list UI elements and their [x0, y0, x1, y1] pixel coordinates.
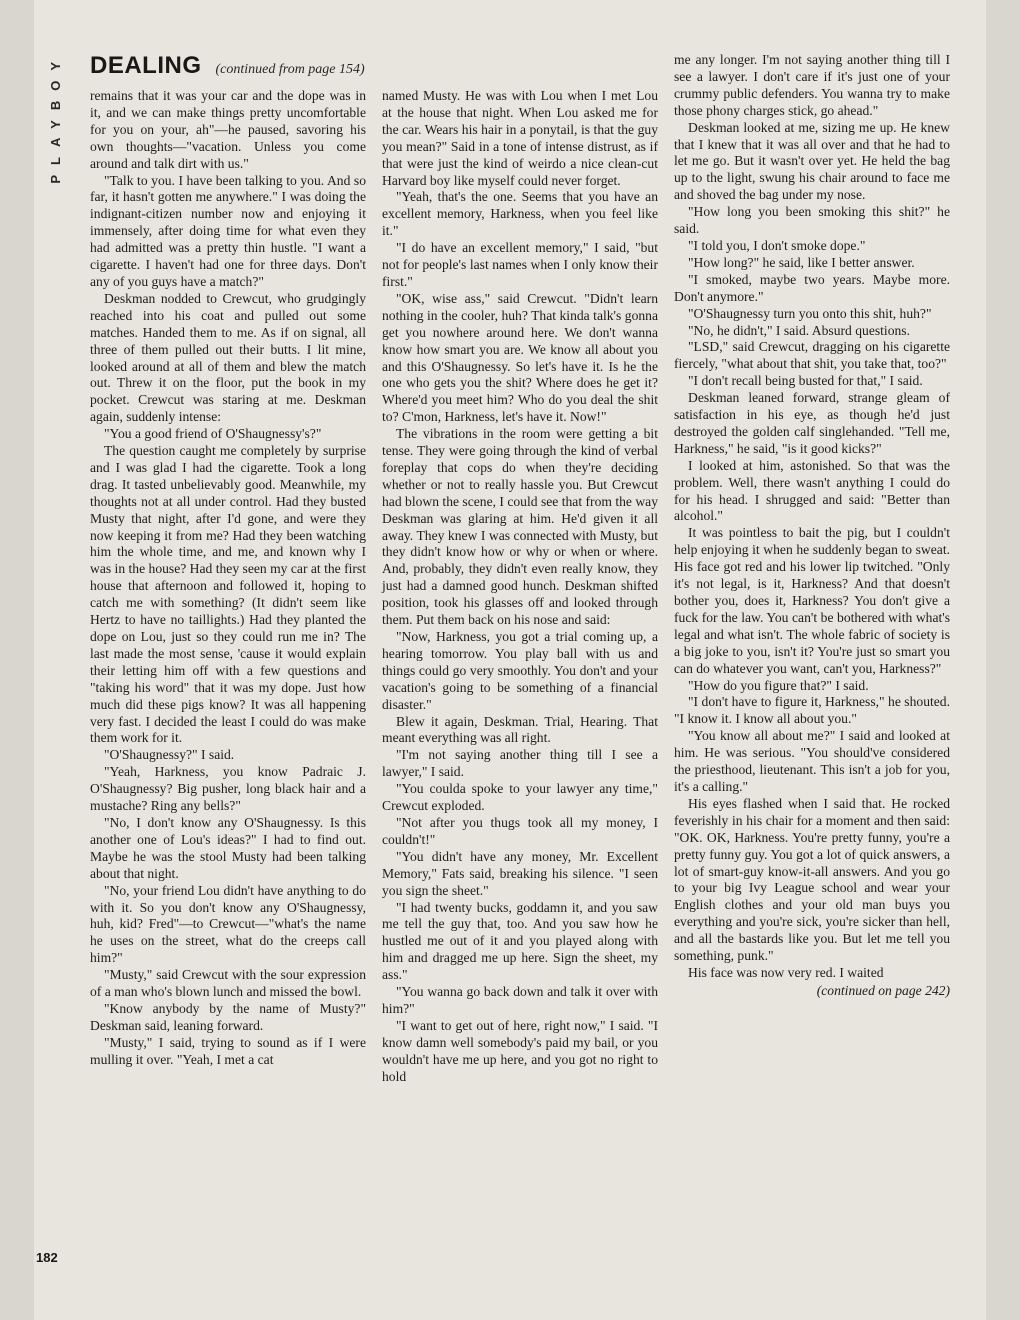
paragraph: It was pointless to bait the pig, but I couldn't help enjoying it when he suddenly began to sweat. His face got red and his lower lip twitched. "Only it's not legal, is it, Harkness? And that doesn't bother you, does it, Harkness? You don't give a fuck for the law. You can't be bothered with what's legal and what isn't. The whole fabric of society is a big joke to you, isn't it? You're just so smart you can do whatever you want, can't you, Harkness?": [674, 525, 950, 676]
paragraph: "Talk to you. I have been talking to you. And so far, it hasn't gotten me anywhere." I was doing the indignant-citizen number now and enjoying it immensely, after doing time for what even they had admitted was a pretty thin hustle. "I want a cigarette. I haven't had one for three days. Don't any of you guys have a match?": [90, 172, 366, 289]
paragraph: "OK, wise ass," said Crewcut. "Didn't learn nothing in the cooler, huh? That kinda talk's gonna get you nowhere around here. We don't wanna know how smart you are. We know all about you and this O'Shaugnessy. So let's have it. Is he the one who gets you the shit? Where does he get it? Where'd you meet him? Who do you deal the shit to? C'mon, Harkness, let's have it. Now!": [382, 290, 658, 425]
continued-from-note: (continued from page 154): [215, 62, 365, 77]
paragraph: "No, I don't know any O'Shaugnessy. Is this another one of Lou's ideas?" I had to find out. Maybe he was the stool Musty had been talking about that night.: [90, 814, 366, 881]
paragraph: Deskman looked at me, sizing me up. He knew that I knew that it was all over and that he had to let me go. But it wasn't over yet. He held the bag up to the light, swung his chair around to face me and shoved the bag under my nose.: [674, 119, 950, 203]
paragraph: "No, your friend Lou didn't have anything to do with it. So you don't know any O'Shaugnessy, huh, kid? Fred"—to Crewcut—"what's the name he uses on the street, what do the creeps call him?": [90, 882, 366, 966]
paragraph: "I don't recall being busted for that," I said.: [688, 373, 923, 389]
paragraph: "O'Shaugnessy?" I said.: [104, 747, 235, 763]
paragraph: His eyes flashed when I said that. He rocked feverishly in his chair for a moment and then said: "OK. OK, Harkness. You're pretty funny, you're a pretty funny guy. You got a lot of quick answers, a lot of smart-guy know-it-all answers. And you go to your big Ivy League school and wear your English clothes and your old man buys you everything and you're sick, you're sicker than hell, and all the bastards like you. But let me tell you something, punk.": [674, 795, 950, 964]
paragraph: "Yeah, that's the one. Seems that you have an excellent memory, Harkness, when you feel like it.": [382, 189, 658, 239]
paragraph: Blew it again, Deskman. Trial, Hearing. That meant everything was all right.: [382, 713, 658, 746]
paragraph: "No, he didn't," I said. Absurd questions.: [688, 322, 910, 338]
paragraph: "Now, Harkness, you got a trial coming up, a hearing tomorrow. You play ball with us and things could go very smoothly. You don't and your vacation's going to be something of a financial disaster.": [382, 629, 658, 712]
paragraph: "LSD," said Crewcut, dragging on his cigarette fiercely, "what about that shit, you take that, too?": [674, 339, 950, 372]
paragraph: "I had twenty bucks, goddamn it, and you saw me tell the guy that, too. And you saw how he hustled me out of it and you played along with him and dragged me up here. Sign the sheet, my ass.": [382, 899, 658, 983]
page-number: 182: [36, 1250, 58, 1265]
paragraph: "Not after you thugs took all my money, I couldn't!": [382, 814, 658, 847]
text-column-1: [90, 88, 366, 1069]
paragraph: I looked at him, astonished. So that was the problem. Well, there wasn't anything I could do for his head. I shrugged and said: "Better than alcohol.": [674, 457, 950, 524]
paragraph: "I'm not saying another thing till I see a lawyer," I said.: [382, 747, 658, 780]
paragraph: "I want to get out of here, right now," I said. "I know damn well somebody's paid my bail, or you wouldn't have me up here, and you got no right to hold: [382, 1017, 658, 1084]
continued-on-note: (continued on page 242): [816, 982, 950, 998]
paragraph: "Musty," I said, trying to sound as if I were mulling it over. "Yeah, I met a cat: [90, 1034, 366, 1067]
paragraph: "How long you been smoking this shit?" he said.: [674, 204, 950, 237]
paragraph: "How long?" he said, like I better answer.: [688, 254, 915, 270]
article-header: [90, 52, 365, 86]
paragraph: "I don't have to figure it, Harkness," he shouted. "I know it. I know all about you.": [674, 694, 950, 727]
paragraph: me any longer. I'm not saying another thing till I see a lawyer. I don't care if it's just one of your crummy public defenders. You wanna try to make those phony charges stick, go ahead.": [674, 52, 950, 118]
paragraph: "You wanna go back down and talk it over with him?": [382, 984, 658, 1016]
paragraph: "How do you figure that?" I said.: [688, 677, 869, 693]
paragraph: The question caught me completely by surprise and I was glad I had the cigarette. Took a long drag. It tasted unbelievably good. Meanwhile, my thoughts not at all under control. Had they busted Musty that night, after I'd gone, and were they now keeping it from me? Had they been watching him the whole time, and me, and known why I was in the house? Had they seen my car at the first house that afternoon and followed it, hoping to catch me with something? (It didn't seem like Hertz to have no taillights.) Had they planted the dope on Lou, just so they could run me in? The last made the most sense, 'cause it would explain their letting him off with a few questions and "taking his word" that it was my dope. Just how much did these pigs know? It was all happening very fast. I decided the least I could do was make them work for it.: [90, 443, 366, 746]
paragraph: "O'Shaugnessy turn you onto this shit, huh?": [688, 305, 932, 321]
paragraph: "You know all about me?" I said and looked at him. He was serious. "You should've considered the priesthood, lieutenant. This isn't a job for you, it's a calling.": [674, 728, 950, 794]
paragraph: "You didn't have any money, Mr. Excellent Memory," Fats said, breaking his silence. "I seen you sign the sheet.": [382, 848, 658, 898]
section-title: DEALING: [90, 52, 202, 79]
paragraph: Deskman nodded to Crewcut, who grudgingly reached into his coat and pulled out some matches. Handed them to me. As if on signal, all three of them pulled out their butts. I lit mine, looked around at all of them and blew the match out. Threw it on the floor, put the book in my pocket. Crewcut was staring at me. Deskman again, suddenly intense:: [90, 290, 366, 425]
paragraph: "Know anybody by the name of Musty?" Deskman said, leaning forward.: [90, 1000, 366, 1033]
text-column-3: [674, 52, 950, 1000]
paragraph: "I told you, I don't smoke dope.": [688, 237, 866, 253]
magazine-name: PLAYBOY: [48, 52, 63, 184]
paragraph: Deskman leaned forward, strange gleam of satisfaction in his eye, as though he'd just destroyed the golden calf singlehanded. "Tell me, Harkness," he said, "is it good kicks?": [674, 390, 950, 456]
paragraph: The vibrations in the room were getting a bit tense. They were going through the kind of verbal foreplay that cops do when they're deciding whether or not to really hassle you. But Crewcut had blown the scene, I could see that from the way Deskman was glaring at him. He'd given it all away. They knew I was connected with Musty, but they didn't know how or why or when or where. And, probably, they didn't even really know, they just had a damned good hunch. Deskman shifted position, took his glasses off and looked through them. Put them back on his nose and said:: [382, 426, 658, 628]
paragraph: "You coulda spoke to your lawyer any time," Crewcut exploded.: [382, 781, 658, 814]
paragraph: "I smoked, maybe two years. Maybe more. Don't anymore.": [674, 271, 950, 304]
paragraph: "I do have an excellent memory," I said, "but not for people's last names when I only know their first.": [382, 240, 658, 289]
paragraph: named Musty. He was with Lou when I met Lou at the house that night. When Lou asked me for the car. Wears his hair in a ponytail, is that the guy you mean?" Said in a tone of intense distrust, as if that were just the kind of weirdo a nice clean-cut Harvard boy like myself could never forget.: [382, 88, 658, 188]
paragraph: remains that it was your car and the dope was in it, and we can make things pretty uncomfortable for you on your, ah"—he paused, savoring his own thoughts—"vacation. Unless you come around and talk dirt with us.": [90, 88, 366, 171]
paragraph: His face was now very red. I waited: [688, 964, 884, 980]
paragraph: "Musty," said Crewcut with the sour expression of a man who's blown lunch and missed the bowl.: [90, 967, 366, 1000]
paragraph: "Yeah, Harkness, you know Padraic J. O'Shaugnessy? Big pusher, long black hair and a mustache? Ring any bells?": [90, 764, 366, 814]
text-column-2: [382, 88, 658, 1085]
paragraph: "You a good friend of O'Shaugnessy's?": [104, 426, 322, 442]
